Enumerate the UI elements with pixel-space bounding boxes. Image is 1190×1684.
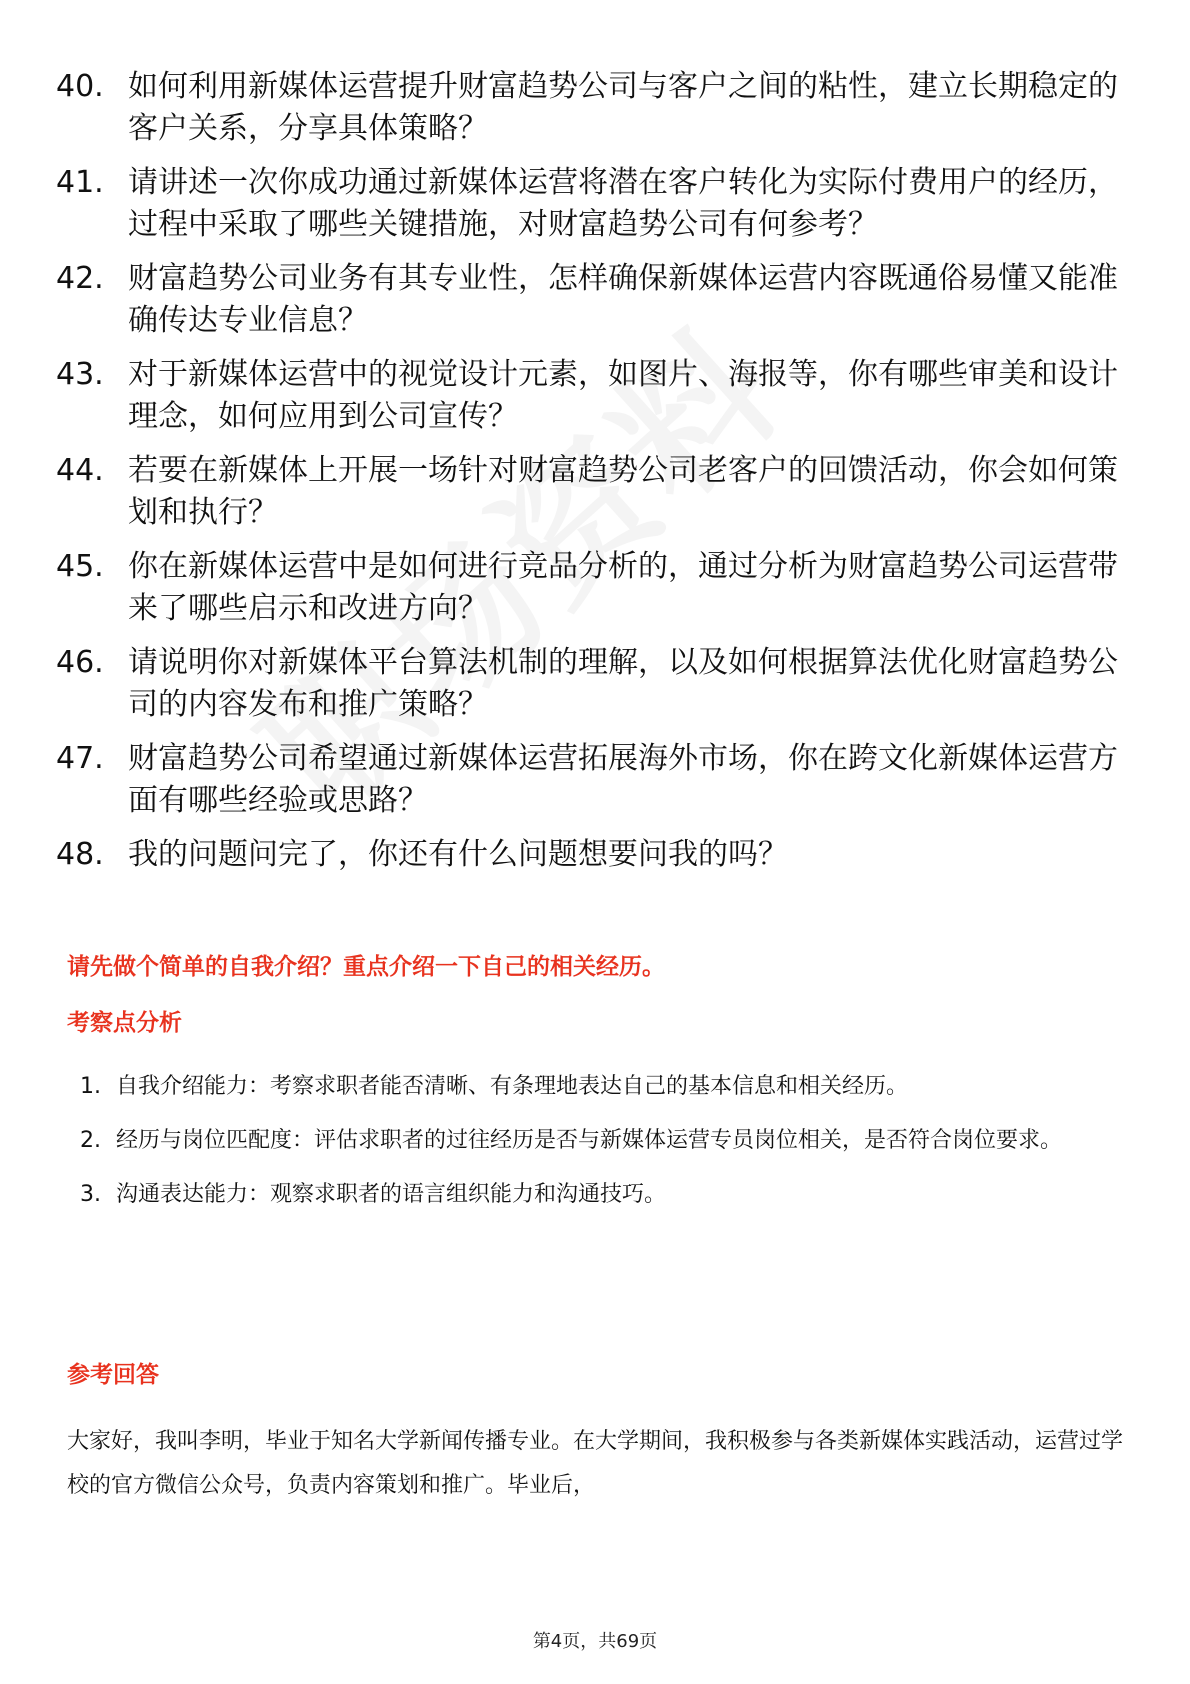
question-number: 48.	[56, 837, 104, 872]
question-list	[56, 66, 1136, 888]
question-item	[56, 258, 1136, 342]
point-number: 2.	[80, 1128, 101, 1153]
question-text: 财富趋势公司业务有其专业性，怎样确保新媒体运营内容既通俗易懂又能准确传达专业信息？	[128, 261, 1118, 338]
question-item	[56, 642, 1136, 726]
question-item	[56, 162, 1136, 246]
question-number: 46.	[56, 645, 104, 680]
reference-title: 参考回答	[67, 1362, 159, 1388]
reference-answer: 大家好，我叫李明，毕业于知名大学新闻传播专业。在大学期间，我积极参与各类新媒体实践活动，运营过学校的官方微信公众号，负责内容策划和推广。毕业后，	[67, 1429, 1124, 1498]
question-text: 我的问题问完了，你还有什么问题想要问我的吗？	[128, 837, 788, 872]
question-text: 请讲述一次你成功通过新媒体运营将潜在客户转化为实际付费用户的经历，过程中采取了哪些关键措施，对财富趋势公司有何参考？	[128, 165, 1118, 242]
point-number: 3.	[80, 1182, 101, 1207]
question-number: 42.	[56, 261, 104, 296]
analysis-point	[80, 1064, 1120, 1110]
question-number: 43.	[56, 357, 104, 392]
analysis-title: 考察点分析	[67, 1010, 182, 1036]
question-number: 40.	[56, 69, 104, 104]
question-text: 若要在新媒体上开展一场针对财富趋势公司老客户的回馈活动，你会如何策划和执行？	[128, 453, 1118, 530]
highlight-question: 请先做个简单的自我介绍？重点介绍一下自己的相关经历。	[67, 954, 665, 980]
question-text: 你在新媒体运营中是如何进行竞品分析的，通过分析为财富趋势公司运营带来了哪些启示和改进方向？	[128, 549, 1118, 626]
question-text: 财富趋势公司希望通过新媒体运营拓展海外市场，你在跨文化新媒体运营方面有哪些经验或思路？	[128, 741, 1118, 818]
analysis-point	[80, 1172, 1120, 1218]
question-number: 41.	[56, 165, 104, 200]
point-text: 自我介绍能力：考察求职者能否清晰、有条理地表达自己的基本信息和相关经历。	[116, 1074, 909, 1099]
question-item	[56, 66, 1136, 150]
question-item	[56, 546, 1136, 630]
page-footer: 第4页，共69页	[532, 1631, 658, 1652]
point-number: 1.	[80, 1074, 101, 1099]
analysis-point	[80, 1118, 1120, 1164]
point-text: 沟通表达能力：观察求职者的语言组织能力和沟通技巧。	[116, 1182, 667, 1207]
question-number: 45.	[56, 549, 104, 584]
question-text: 如何利用新媒体运营提升财富趋势公司与客户之间的粘性，建立长期稳定的客户关系，分享具体策略？	[128, 69, 1118, 146]
question-item	[56, 738, 1136, 822]
question-number: 44.	[56, 453, 104, 488]
analysis-points	[80, 1064, 1120, 1226]
question-item	[56, 354, 1136, 438]
question-text: 对于新媒体运营中的视觉设计元素，如图片、海报等，你有哪些审美和设计理念，如何应用到公司宣传？	[128, 357, 1118, 434]
question-number: 47.	[56, 741, 104, 776]
question-item	[56, 450, 1136, 534]
question-item	[56, 834, 1136, 876]
question-text: 请说明你对新媒体平台算法机制的理解，以及如何根据算法优化财富趋势公司的内容发布和推广策略？	[128, 645, 1118, 722]
point-text: 经历与岗位匹配度：评估求职者的过往经历是否与新媒体运营专员岗位相关，是否符合岗位要求。	[116, 1128, 1063, 1153]
